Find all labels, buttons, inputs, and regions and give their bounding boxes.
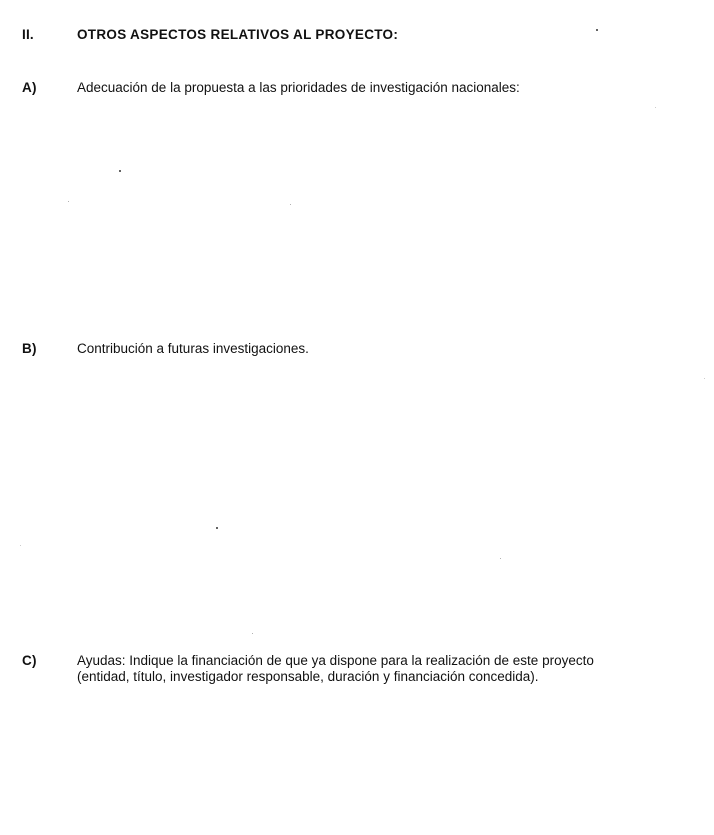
scan-speck [216, 527, 218, 529]
section-title: OTROS ASPECTOS RELATIVOS AL PROYECTO: [77, 27, 399, 42]
item-a-marker: A) [22, 80, 37, 95]
scan-speck [596, 29, 598, 31]
scan-speck [655, 107, 656, 108]
item-b-marker: B) [22, 341, 37, 356]
scan-speck [119, 170, 121, 172]
item-c-line-1: Ayudas: Indique la financiación de que ya dispone para la realización de este proyecto [77, 653, 594, 668]
item-c-marker: C) [22, 653, 37, 668]
scan-speck [290, 204, 291, 205]
section-number: II. [22, 27, 34, 42]
item-c-paragraph [77, 653, 711, 685]
item-a-text: Adecuación de la propuesta a las prioridades de investigación nacionales: [77, 80, 520, 95]
scan-speck [704, 378, 705, 379]
scan-speck [68, 201, 69, 202]
scan-speck [252, 633, 253, 634]
scan-speck [500, 558, 501, 559]
item-c-line-2: (entidad, título, investigador responsable, duración y financiación concedida). [77, 669, 539, 684]
scan-speck [20, 545, 21, 546]
item-b-text: Contribución a futuras investigaciones. [77, 341, 309, 356]
